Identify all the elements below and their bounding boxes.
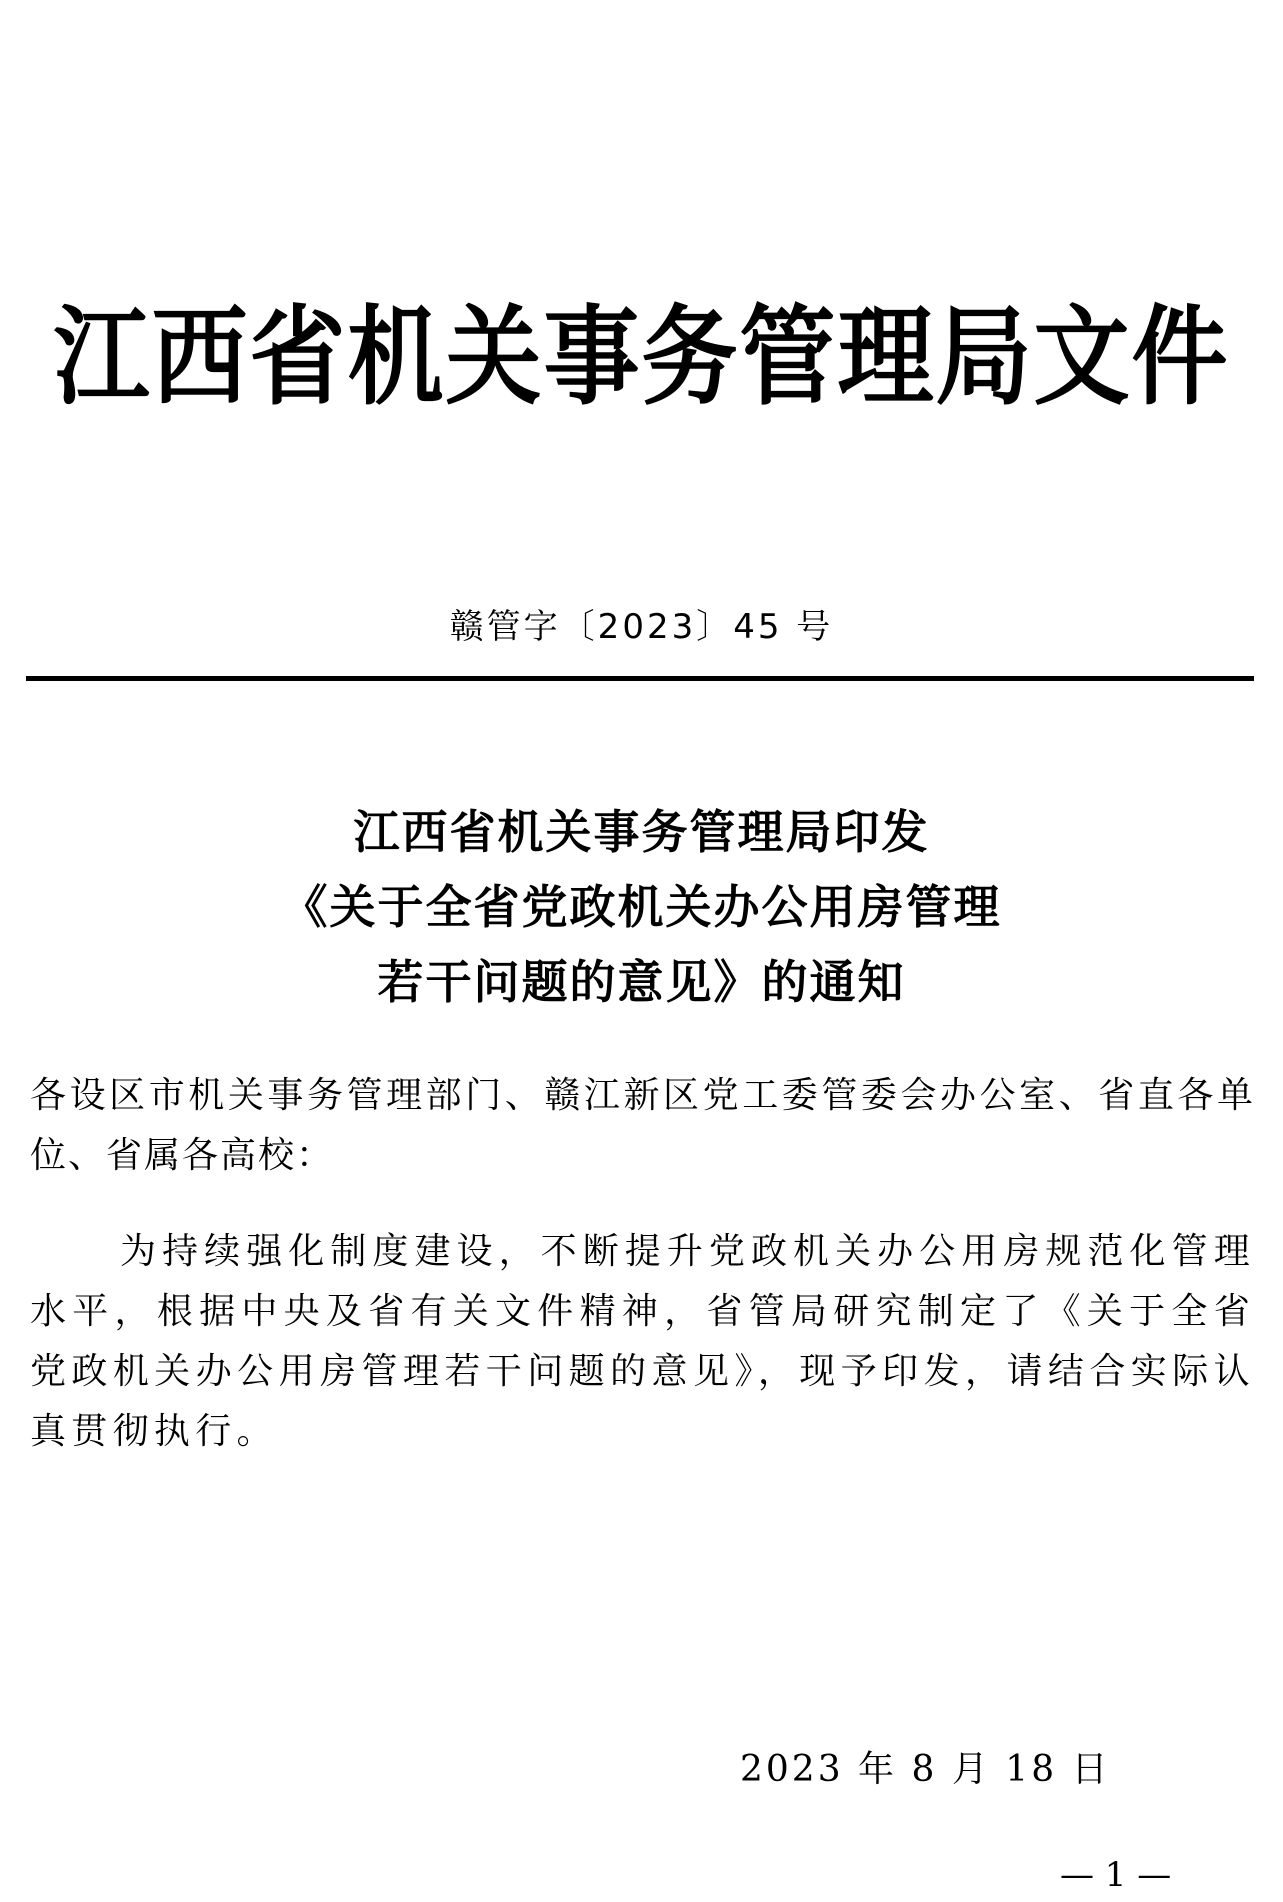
notice-title-line-3: 若干问题的意见》的通知 xyxy=(377,955,906,1009)
header-divider-rule xyxy=(26,676,1254,681)
page-number: — 1 — xyxy=(1060,1855,1172,1895)
issue-date: 2023 年 8 月 18 日 xyxy=(740,1749,1111,1790)
notice-title-line-2: 《关于全省党政机关办公用房管理 xyxy=(281,880,1002,934)
recipients-salutation: 各设区市机关事务管理部门、赣江新区党工委管委会办公室、省直各单位、省属各高校： xyxy=(30,1075,1255,1176)
notice-title xyxy=(0,795,1283,1020)
document-number: 赣管字〔2023〕45 号 xyxy=(449,607,834,647)
notice-title-line-1: 江西省机关事务管理局印发 xyxy=(353,805,930,859)
issuer-masthead-title: 江西省机关事务管理局文件 xyxy=(53,294,1230,420)
notice-body-paragraph: 为持续强化制度建设，不断提升党政机关办公用房规范化管理水平，根据中央及省有关文件精神，省管局研究制定了《关于全省党政机关办公用房管理若干问题的意见》，现予印发，请结合实际认真贯彻执行。 xyxy=(30,1231,1255,1452)
